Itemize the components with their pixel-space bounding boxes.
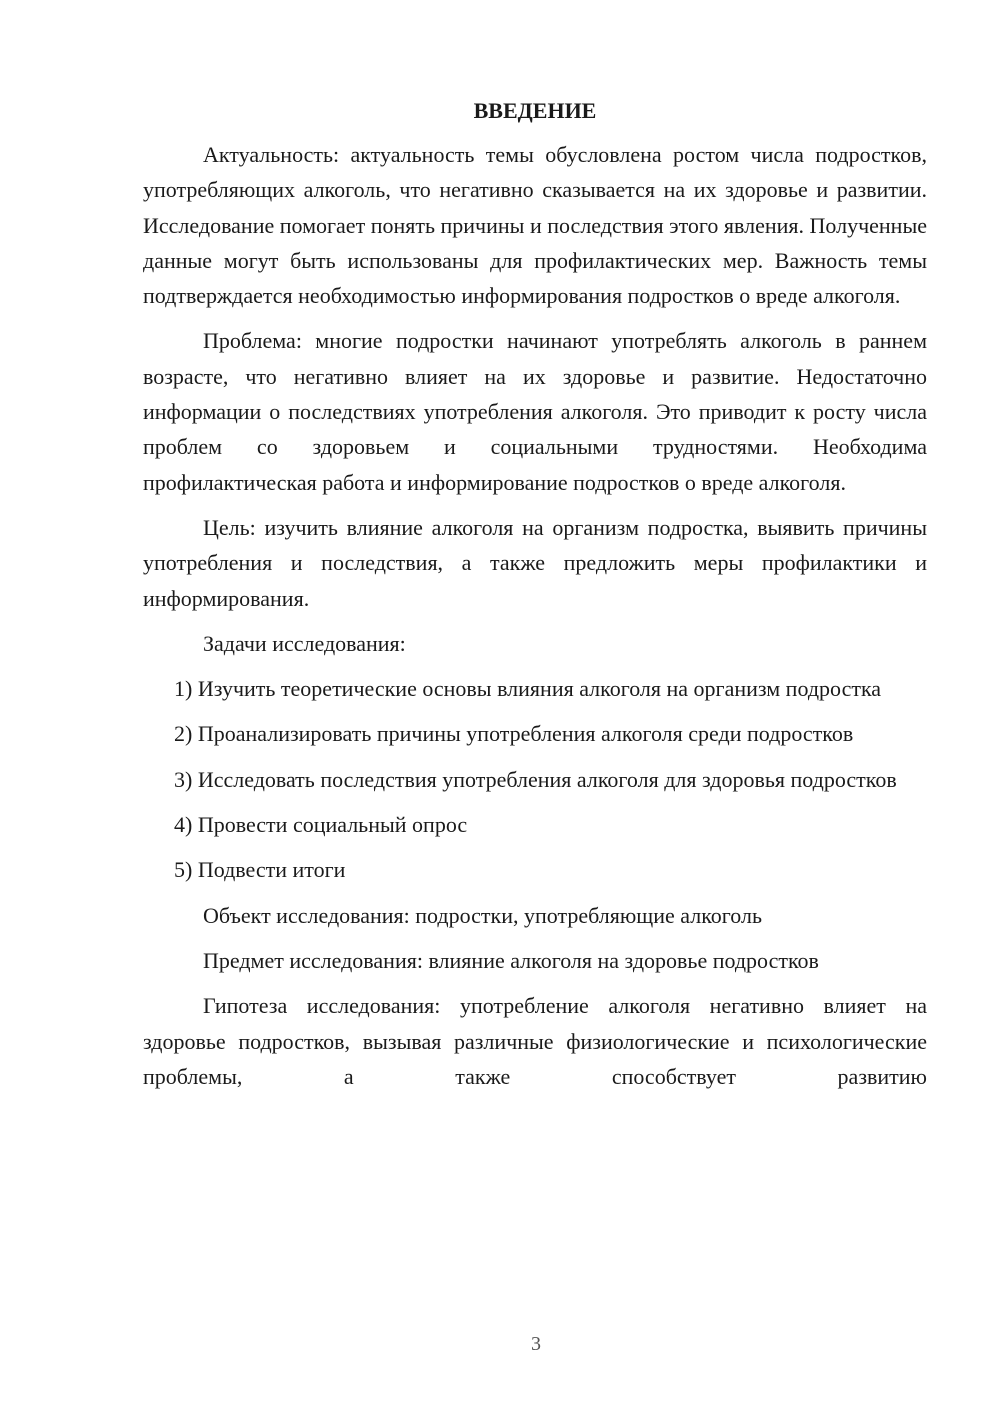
document-page — [143, 96, 927, 1094]
subject-paragraph: Предмет исследования: влияние алкоголя на здоровье подростков — [203, 947, 819, 973]
object-paragraph: Объект исследования: подростки, употребляющие алкоголь — [203, 902, 762, 928]
section-heading: ВВЕДЕНИЕ — [473, 98, 597, 123]
goal-paragraph: Цель: изучить влияние алкоголя на организм подростка, выявить причины употребления и последствия, а также предложить меры профилактики и информирования. — [143, 514, 927, 611]
task-item-4: 4) Провести социальный опрос — [174, 812, 468, 838]
hypothesis-paragraph: Гипотеза исследования: употребление алкоголя негативно влияет на здоровье подростков, вызывая различные физиологические и психологические проблемы, а также способствует развитию — [143, 993, 927, 1089]
task-item-2: 2) Проанализировать причины употребления алкоголя среди подростков — [174, 721, 854, 747]
problem-paragraph: Проблема: многие подростки начинают употреблять алкоголь в раннем возрасте, что негативно влияет на их здоровье и развитие. Недостаточно информации о последствиях употребления алкоголя. Это приводит к росту числа проблем со здоровьем и социальными трудностями. Необходима профилактическая работа и информирование подростков о вреде алкоголя. — [143, 328, 927, 495]
task-item-5: 5) Подвести итоги — [174, 857, 346, 883]
task-item-1: 1) Изучить теоретические основы влияния алкоголя на организм подростка — [174, 676, 882, 702]
tasks-title: Задачи исследования: — [203, 630, 406, 656]
task-item-3: 3) Исследовать последствия употребления алкоголя для здоровья подростков — [174, 766, 897, 792]
relevance-paragraph: Актуальность: актуальность темы обусловлена ростом числа подростков, употребляющих алкоголь, что негативно сказывается на их здоровье и развитии. Исследование помогает понять причины и последствия этого явления. Полученные данные могут быть использованы для профилактических мер. Важность темы подтверждается необходимостью информирования подростков о вреде алкоголя. — [143, 142, 927, 309]
page-number: 3 — [531, 1333, 541, 1355]
